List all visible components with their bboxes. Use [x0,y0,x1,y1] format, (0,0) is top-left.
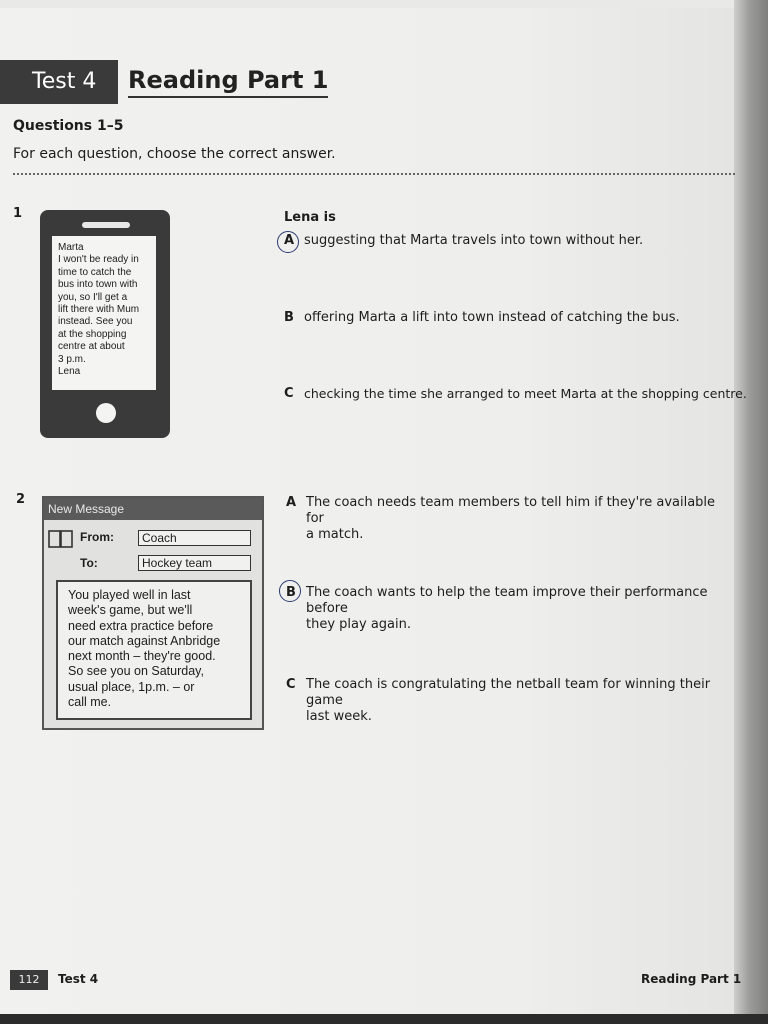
option-letter: B [286,585,296,600]
footer-test-label: Test 4 [58,972,99,986]
book-binding-shadow [734,0,768,1024]
option-letter: B [284,310,294,325]
option-text: The coach is congratulating the netball team for winning their game last week. [306,677,711,724]
to-label: To: [80,556,98,570]
from-label: From: [80,530,114,544]
footer-section-label: Reading Part 1 [641,972,742,986]
dotted-divider [13,173,735,175]
option-text: offering Marta a lift into town instead of catching the bus. [304,310,680,325]
phone-illustration [40,210,170,438]
phone-screen [52,236,156,390]
question-number-2: 2 [16,492,26,507]
page-edge [0,1014,768,1024]
to-field: Hockey team [138,555,251,571]
email-illustration [42,496,264,730]
email-window-title: New Message [44,498,262,520]
text-message: Marta I won't be ready in time to catch the bus into town with you, so I'll get a lift there with Mum instead. See you at the shopping centre at about 3 p.m. Lena [58,242,140,378]
option-text: suggesting that Marta travels into town without her. [304,233,644,248]
book-icon [48,530,74,548]
questions-range: Questions 1–5 [13,118,124,134]
from-field: Coach [138,530,251,546]
section-title: Reading Part 1 [128,66,328,98]
option-letter: A [284,233,295,248]
option-letter: A [286,495,297,510]
test-label-tab: Test 4 [0,60,118,104]
question-number-1: 1 [13,206,23,221]
phone-speaker-icon [82,222,130,228]
option-letter: C [284,386,294,401]
option-text: The coach wants to help the team improve their performance before they play again. [306,585,708,632]
option-letter: C [286,677,296,692]
instruction-text: For each question, choose the correct answer. [13,146,336,162]
phone-home-button-icon [96,403,116,423]
email-body: You played well in last week's game, but we'll need extra practice before our match against Anbridge next month – they're good. So see you on Saturday, usual place, 1p.m. – or call me. [56,580,252,720]
option-text: checking the time she arranged to meet Marta at the shopping centre. [304,386,747,401]
option-text: The coach needs team members to tell him if they're available for a match. [306,495,716,542]
question-1-stem: Lena is [284,210,336,225]
page-number: 112 [10,970,48,990]
